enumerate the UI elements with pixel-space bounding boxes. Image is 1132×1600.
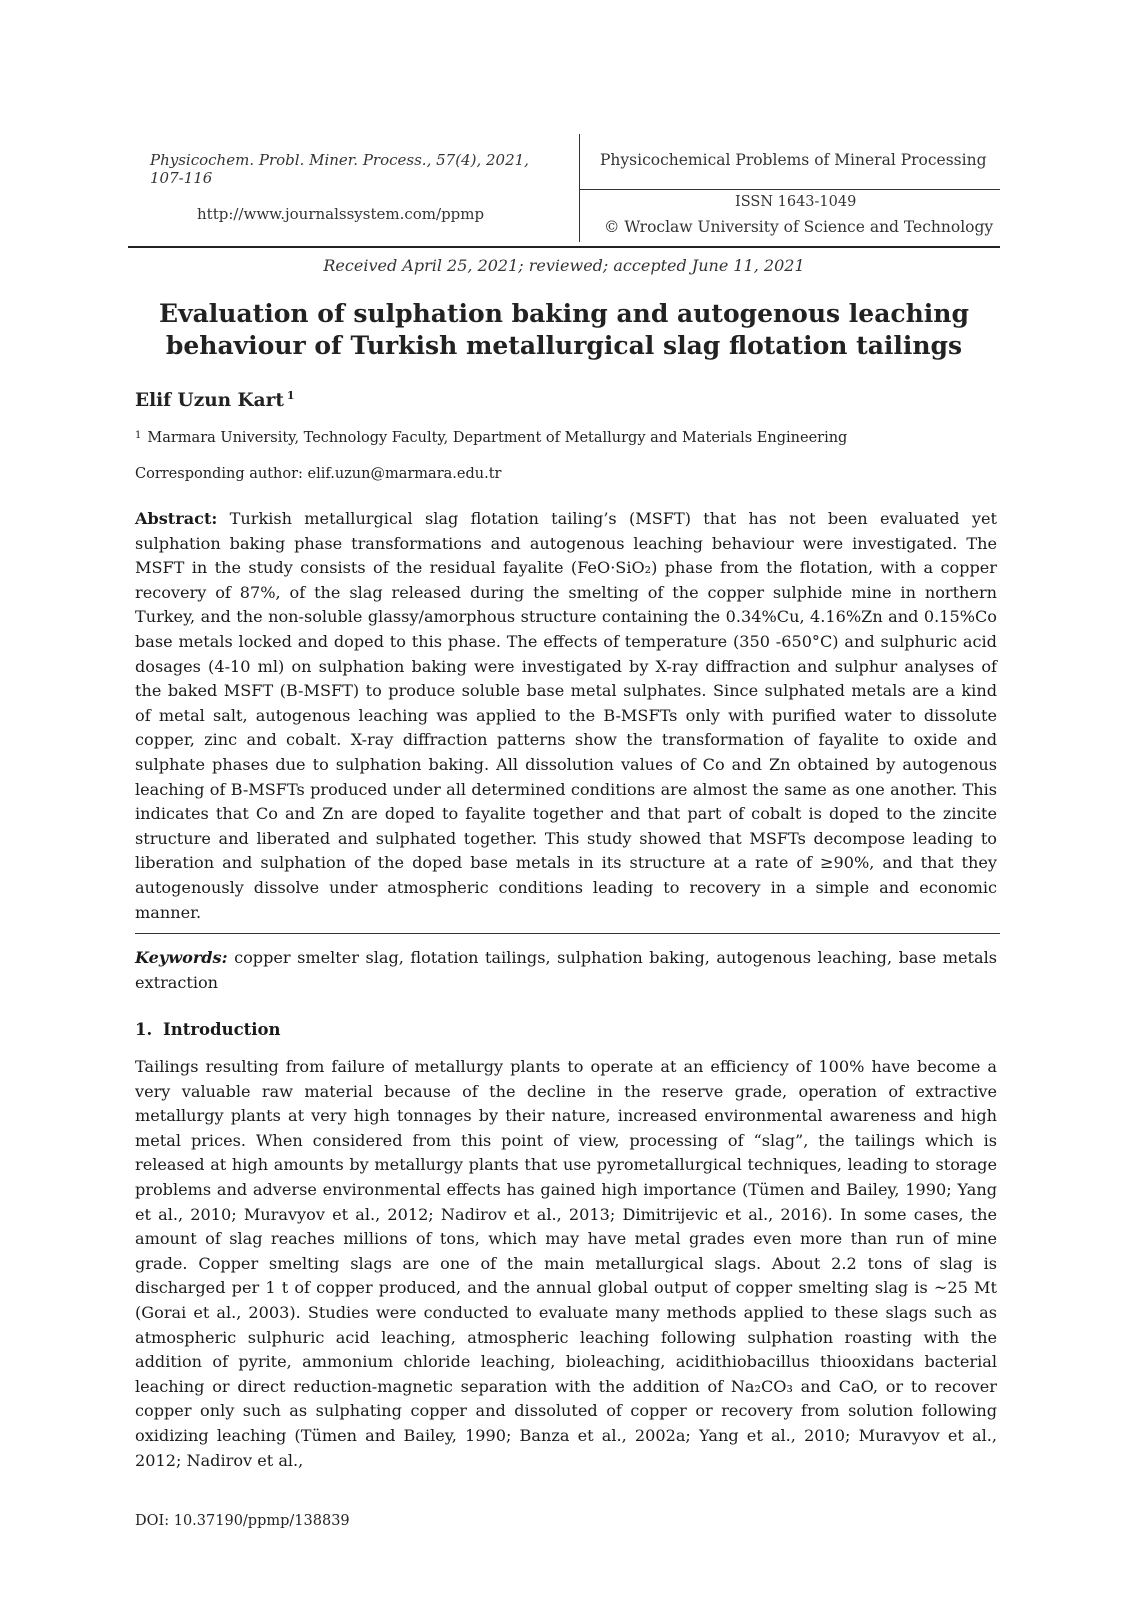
keywords (135, 946, 997, 995)
keywords-text: copper smelter slag, flotation tailings, sulphation baking, autogenous leaching, base metals extraction (135, 948, 998, 992)
header-rule (128, 246, 1000, 248)
received-dates: Received April 25, 2021; reviewed; accepted June 11, 2021 (323, 256, 805, 275)
abstract-text: Turkish metallurgical slag flotation tailing’s (MSFT) that has not been evaluated yet sulphation baking phase transformations and autogenous leaching behaviour were investigated. The MSFT in the study consists of the residual fayalite (FeO·SiO₂) phase from the flotation, with a copper recovery of 87%, of the slag released during the smelting of the copper sulphide mine in northern Turkey, and the non-soluble glassy/amorphous structure containing the 0.34%Cu, 4.16%Zn and 0.15%Co base metals locked and doped to this phase. The effects of temperature (350 -650°C) and sulphuric acid dosages (4-10 ml) on sulphation baking were investigated by X-ray diffraction and sulphur analyses of the baked MSFT (B-MSFT) to produce soluble base metal sulphates. Since sulphated metals are a kind of metal salt, autogenous leaching was applied to the B-MSFTs only with purified water to dissolute copper, zinc and cobalt. X-ray diffraction patterns show the transformation of fayalite to oxide and sulphate phases due to sulphation baking. All dissolution values of Co and Zn obtained by autogenous leaching of B-MSFTs produced under all determined conditions are almost the same as one another. This indicates that Co and Zn are doped to fayalite together and that part of cobalt is doped to the zincite structure and liberated and sulphated together. This study showed that MSFTs decompose leading to liberation and sulphation of the doped base metals in its structure at a rate of ≥90%, and that they autogenously dissolve under atmospheric conditions leading to recovery in a simple and economic manner. (135, 509, 997, 922)
section-number: 1. (135, 1020, 153, 1039)
journal-name: Physicochemical Problems of Mineral Processing (600, 151, 987, 169)
affiliation-sup: 1 (135, 430, 142, 441)
paper-title: Evaluation of sulphation baking and autogenous leaching behaviour of Turkish metallurgical slag flotation tailings (159, 299, 969, 360)
section-heading (135, 1020, 281, 1039)
copyright: © Wroclaw University of Science and Technology (604, 218, 994, 236)
author-sup: 1 (286, 389, 295, 402)
header-divider-horizontal (580, 189, 1000, 190)
affiliation (135, 430, 847, 446)
header-divider-vertical (579, 134, 580, 242)
issn: ISSN 1643-1049 (735, 194, 857, 210)
abstract (135, 507, 997, 925)
section-title: Introduction (163, 1020, 281, 1039)
doi[interactable]: DOI: 10.37190/ppmp/138839 (135, 1513, 350, 1529)
journal-citation: Physicochem. Probl. Miner. Process., 57(4), 2021, 107-116 (150, 151, 529, 187)
affiliation-text: Marmara University, Technology Faculty, Department of Metallurgy and Materials Engineering (147, 430, 848, 446)
author (135, 390, 295, 411)
keywords-label: Keywords: (135, 948, 228, 967)
abstract-rule (135, 933, 1000, 934)
author-name: Elif Uzun Kart (135, 390, 284, 411)
abstract-label: Abstract: (135, 509, 218, 528)
corresponding-author: Corresponding author: elif.uzun@marmara.edu.tr (135, 466, 502, 482)
intro-paragraph: Tailings resulting from failure of metallurgy plants to operate at an efficiency of 100% have become a very valuable raw material because of the decline in the reserve grade, operation of extractive metallurgy plants at very high tonnages by their nature, increased environmental awareness and high metal prices. When considered from this point of view, processing of “slag”, the tailings which is released at high amounts by metallurgy plants that use pyrometallurgical techniques, leading to storage problems and adverse environmental effects has gained high importance (Tümen and Bailey, 1990; Yang et al., 2010; Muravyov et al., 2012; Nadirov et al., 2013; Dimitrijevic et al., 2016). In some cases, the amount of slag reaches millions of tons, which may have metal grades even more than run of mine grade. Copper smelting slags are one of the main metallurgical slags. About 2.2 tons of slag is discharged per 1 t of copper produced, and the annual global output of copper smelting slag is ~25 Mt (Gorai et al., 2003). Studies were conducted to evaluate many methods applied to these slags such as atmospheric sulphuric acid leaching, atmospheric leaching following sulphation roasting with the addition of pyrite, ammonium chloride leaching, bioleaching, acidithiobacillus thiooxidans bacterial leaching or direct reduction-magnetic separation with the addition of Na₂CO₃ and CaO, or to recover copper only such as sulphating copper and dissoluted of copper or recovery from solution following oxidizing leaching (Tümen and Bailey, 1990; Banza et al., 2002a; Yang et al., 2010; Muravyov et al., 2012; Nadirov et al., (135, 1057, 997, 1470)
journal-url[interactable]: http://www.journalssystem.com/ppmp (197, 205, 485, 223)
